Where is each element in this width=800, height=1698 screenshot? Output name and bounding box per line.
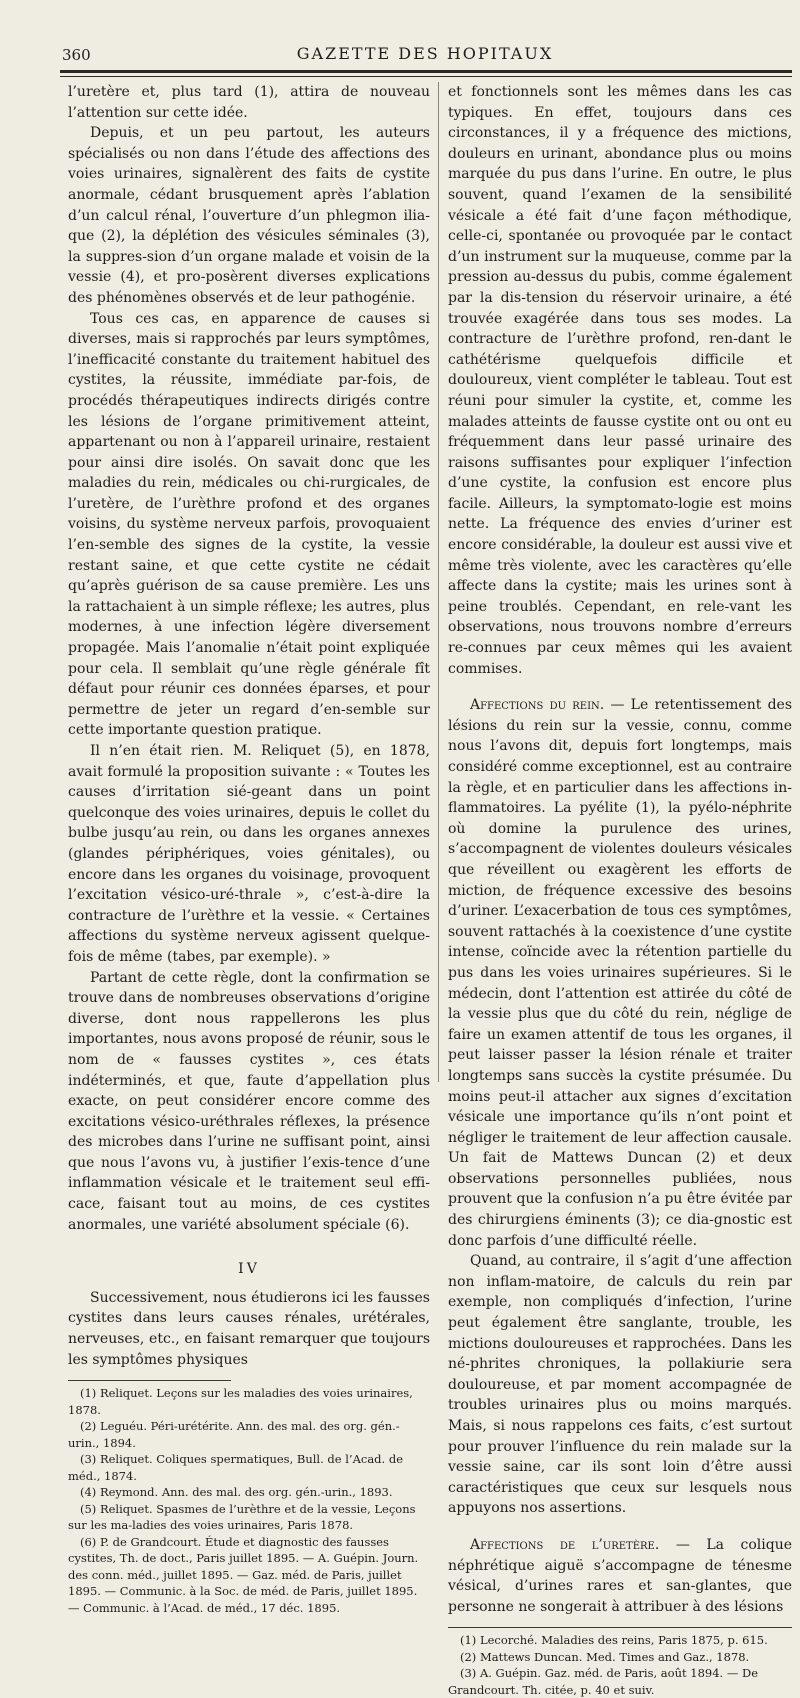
paragraph: Tous ces cas, en apparence de causes si diverses, mais si rapprochés par leurs symptômes, l’inefficacité constante du traitement habituel des cystites, la réussite, immédiate par-fois, de procédés thérapeutiques indirects dirigés contre les lésions de l’organe primitivement atteint, appartenant ou non à l’appareil urinaire, restaient pour ainsi dire isolés. On savait donc que les maladies du rein, médicales ou chi-rurgicales, de l’uretère, de l’urèthre profond et des organes voisins, du système nerveux parfois, provoquaient l’en-semble des signes de la cystite, la vessie restant saine, et que cette cystite ne cédait qu’après guérison de sa cause première. Les uns la rattachaient à un simple réflexe; les autres, plus modernes, à une infection légère diversement propagée. Mais l’anomalie n’était point expliquée pour cela. Il semblait qu’une règle générale fît défaut pour réunir ces données éparses, et pour permettre de jeter un regard d’en-semble sur cette importante question pratique. xyxy=(68,310,430,739)
paragraph: l’uretère et, plus tard (1), attira de nouveau l’attention sur cette idée. xyxy=(68,84,430,121)
footnote: (5) Reliquet. Spasmes de l’urèthre et de la vessie, Leçons sur les ma-ladies des voies urinaires, Paris 1878. xyxy=(68,1501,416,1533)
paragraph: Partant de cette règle, dont la confirmation se trouve dans de nombreuses observations d’origine diverse, dont nous rappellerons les plus importantes, nous avons proposé de réunir, sous le nom de « fausses cystites », ces états indéterminés, et que, faute d’appellation plus exacte, on peut considérer encore comme des excitations vésico-uréthrales réflexes, la présence des microbes dans l’urine ne suffisant point, ainsi que nous l’avons vu, à justifier l’exis-tence d’une inflammation vésicale et le traitement seul effi-cace, faisant tout au moins, de ces cystites anormales, une variété absolument spéciale (6). xyxy=(68,969,430,1233)
right-column xyxy=(448,82,793,1697)
column-divider xyxy=(438,82,439,1082)
footnote-rule xyxy=(68,1380,231,1381)
spacer xyxy=(448,1519,792,1535)
subsection-heading: Affections de l’uretère. xyxy=(470,1536,660,1553)
paragraph: Depuis, et un peu partout, les auteurs spécialisés ou non dans l’étude des affections des voies urinaires, signalèrent des faits de cystite anormale, cédant brusquement après l’ablation d’un calcul rénal, l’ouverture d’un phlegmon ilia-que (2), la déplétion des vésicules séminales (3), la suppres-sion d’un organe malade et voisin de la vessie (4), et pro-posèrent diverses explications des phénomènes observés et de leur pathogénie. xyxy=(68,125,430,306)
footnotes xyxy=(448,1632,792,1698)
running-title: GAZETTE DES HOPITAUX xyxy=(296,44,554,63)
paragraph: et fonctionnels sont les mêmes dans les cas typiques. En effet, toujours dans ces circonstances, il y a fréquence des mictions, douleurs en urinant, abondance plus ou moins marquée du pus dans l’urine. En outre, le plus souvent, quand l’examen de la sensibilité vésicale a été fait d’une façon méthodique, celle-ci, spontanée ou provoquée par le contact d’un instrument sur la muqueuse, comme par la pression au-dessus du pubis, comme également par la dis-tension du réservoir urinaire, a été trouvée exagérée dans tous ses modes. La contracture de l’urèthre profond, ren-dant le cathétérisme quelquefois difficile et douloureux, vient compléter le tableau. Tout est réuni pour simuler la cystite, et, comme les malades atteints de fausse cystite ont ou ont eu fréquemment dans leur passé urinaire des raisons suffisantes pour expliquer l’infection d’une cystite, la confusion est encore plus facile. Ailleurs, la symptomato-logie est moins nette. La fréquence des envies d’uriner est encore considérable, la douleur est aussi vive et même très violente, avec les caractères qu’elle affecte dans la cystite; mais les urines sont à peine troublés. Cependant, en rele-vant les observations, nous trouvons nombre d’erreurs re-connues par ceux mêmes qui les avaient commises. xyxy=(448,84,792,677)
page-header xyxy=(60,42,790,66)
paragraph: Il n’en était rien. M. Reliquet (5), en 1878, avait formulé la proposition suivante : « Toutes les causes d’irritation sié-geant dans un point quelconque des voies urinaires, depuis le collet du bulbe jusqu’au rein, ou dans les organes annexes (glandes périphériques, voies génitales), ou encore dans les organes du voisinage, provoquent l’excitation vésico-uré-thrale », c’est-à-dire la contracture de l’urèthre et la vessie. « Certaines affections du système nerveux agissent quelque-fois de même (tabes, par exemple). » xyxy=(68,743,430,965)
footnote: (1) Reliquet. Leçons sur les maladies des voies urinaires, 1878. xyxy=(68,1386,413,1417)
footnote: (2) Mattews Duncan. Med. Times and Gaz., 1878. xyxy=(460,1649,750,1664)
spacer xyxy=(448,679,792,695)
subsection-heading: Affections du rein. xyxy=(470,697,605,714)
footnote: (4) Reymond. Ann. des mal. des org. gén.-urin., 1893. xyxy=(80,1485,393,1500)
footnote: (6) P. de Grandcourt. Étude et diagnostic des fausses cystites, Th. de doct., Paris juillet 1895. — A. Guépin. Journ. des conn. méd., juillet 1895. — Gaz. méd. de Paris, juillet 1895. — Communic. à la Soc. de méd. de Paris, juillet 1895. — Communic. à l’Acad. de méd., 17 déc. 1895. xyxy=(68,1534,419,1615)
footnote: (3) A. Guépin. Gaz. méd. de Paris, août 1894. — De Grandcourt. Th. citée, p. 40 et suiv. xyxy=(448,1666,759,1697)
page-number: 360 xyxy=(62,46,91,64)
header-rule xyxy=(60,70,792,73)
paragraph xyxy=(448,1535,792,1617)
footnote: (1) Lecorché. Maladies des reins, Paris 1875, p. 615. xyxy=(460,1633,768,1648)
paragraph-text: — Le retentissement des lésions du rein sur la vessie, connu, comme nous l’avons dit, depuis fort longtemps, mais considéré comme exceptionnel, est au contraire la règle, et en particulier dans les affections in-flammatoires. La pyélite (1), la pyélo-néphrite où domine la purulence des urines, s’accompagnent de violentes douleurs vésicales que réveillent ou exagèrent les efforts de miction, de fréquence excessive des besoins d’uriner. L’exacerbation de tous ces symptômes, souvent rattachés à la coexistence d’une cystite intense, coïncide avec la rétention partielle du pus dans les voies urinaires supérieures. Si le médecin, dont l’attention est attirée du côté de la vessie plus que du côté du rein, néglige de faire un examen attentif de tous les organes, il peut laisser passer la lésion rénale et traiter longtemps sans succès la cystite présumée. Du moins peut-il attacher aux signes d’excitation vésicale une importance qu’ils n’ont point et négliger le traitement de leur affection causale. Un fait de Mattews Duncan (2) et deux observations personnelles publiées, nous prouvent que la confusion n’a pu être évitée par des chirurgiens éminents (3); ce dia-gnostic est donc parfois d’une difficulté réelle. xyxy=(448,697,792,1249)
footnotes xyxy=(68,1385,430,1616)
left-column xyxy=(68,82,430,1615)
footnote-rule xyxy=(448,1627,792,1628)
paragraph-text: — La colique néphrétique aiguë s’accompagne de ténesme vésical, d’urines rares et san-glantes, que personne ne songerait à attribuer à des lésions xyxy=(448,1536,793,1615)
footnote: (2) Leguéu. Péri-urétérite. Ann. des mal. des org. gén.-urin., 1894. xyxy=(68,1419,400,1450)
paragraph: Successivement, nous étudierons ici les fausses cystites dans leurs causes rénales, urétérales, nerveuses, etc., en faisant remarquer que toujours les symptômes physiques xyxy=(68,1289,430,1368)
footnote: (3) Reliquet. Coliques spermatiques, Bull. de l’Acad. de méd., 1874. xyxy=(68,1452,404,1483)
paragraph: Quand, au contraire, il s’agit d’une affection non inflam-matoire, de calculs du rein par exemple, non compliqués d’infection, l’urine peut également être sanglante, trouble, les mictions douloureuses et rapprochées. Dans les né-phrites chroniques, la pollakiurie sera douloureuse, et par moment accompagnée de troubles urinaires plus ou moins marqués. Mais, si nous rappelons ces faits, c’est surtout pour prouver l’influence du rein malade sur la vessie saine, car ils sont loin d’être aussi caractéristiques que ceux sur lesquels nous appuyons nos assertions. xyxy=(448,1253,792,1517)
paragraph xyxy=(448,695,792,1251)
header-rule-thin xyxy=(60,76,792,77)
section-heading: IV xyxy=(238,1261,260,1278)
